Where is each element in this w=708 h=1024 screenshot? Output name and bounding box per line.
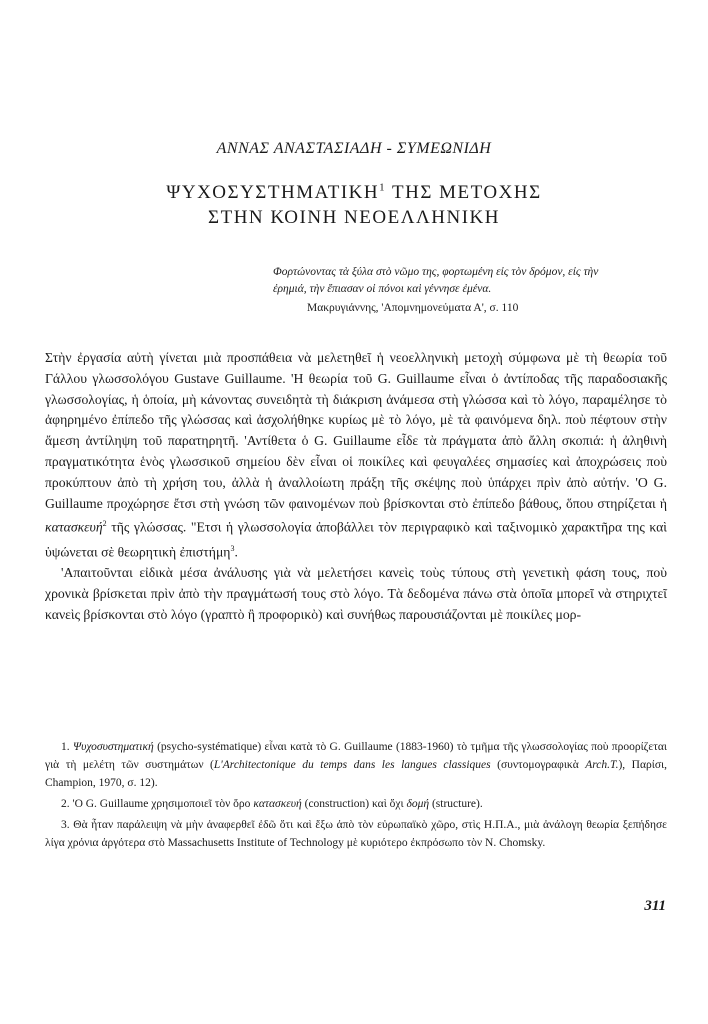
footnote-ref-3[interactable]: 3 [230, 543, 235, 553]
epigraph-quote: Φορτώνοντας τὰ ξύλα στὸ νῶμο της, φορτωμένη εἰς τὸν δρόμον, εἰς τὴν ἐρημιά, τὴν ἔπιασαν οἱ πόνοι καὶ γέννησε ἐμένα. [273, 266, 599, 295]
epigraph-source: Μακρυγιάννης, 'Απομνημονεύματα Α', σ. 110 [307, 302, 519, 314]
title-word: ΨΥΧΟΣΥΣΤΗΜΑΤΙΚΗ [166, 182, 380, 204]
footnote-1 [45, 738, 667, 792]
footnotes [45, 738, 667, 855]
footnote-2 [45, 795, 667, 813]
term-italic: κατασκευή [253, 798, 302, 810]
term-italic: κατασκευή [45, 519, 103, 535]
title-line-2: ΣΤΗΝ ΚΟΙΝΗ ΝΕΟΕΛΛΗΝΙΚΗ [208, 207, 500, 229]
article-title [0, 176, 708, 230]
book-abbreviation: Arch.T. [585, 759, 619, 771]
book-title: L'Architectonique du temps dans les langues classiques [213, 759, 491, 771]
footnote-text: ), Παρίσι, Champion, 1970, σ. 12). [45, 759, 668, 789]
footnote-ref-1[interactable]: 1 [379, 182, 387, 194]
term-italic: δομή [406, 798, 430, 810]
footnote-ref-2[interactable]: 2 [102, 519, 107, 529]
body-text [45, 348, 667, 625]
title-rest: ΤΗΣ ΜΕΤΟΧΗΣ [386, 182, 542, 204]
term-italic: Ψυχοσυστηματική [72, 741, 154, 753]
paragraph-1 [45, 348, 667, 563]
footnote-number: 1. [61, 741, 73, 753]
footnote-text: (psycho-systématique) εἶναι κατὰ τὸ G. Guillaume (1883-1960) τὸ τμῆμα τῆς γλωσσολογίας ποὺ προορίζεται γιὰ τὴ μελέτη τῶν συστημάτων ( [45, 741, 668, 771]
paragraph-2: 'Απαιτοῦνται εἰδικὰ μέσα ἀνάλυσης γιὰ νὰ μελετήσει κανεὶς τοὺς τύπους στὴ γενετικὴ φάση τους, ποὺ χρονικὰ βρίσκεται πρὶν ἀπὸ τὴν πραγμάτωσή τους στὸ λόγο. Τὰ δεδομένα πάνω στὰ ὁποῖα μπορεῖ νὰ στηριχτεῖ κανεὶς βρίσκονται στὸ λόγο (γραπτὸ ἢ προφορικὸ) καὶ συνήθως παρουσιάζονται μὲ ποικίλες μορ- [45, 565, 667, 622]
footnote-text: 2. 'Ο G. Guillaume χρησιμοποιεῖ τὸν ὅρο [61, 798, 254, 810]
paragraph-text: . [234, 544, 238, 560]
footnote-text: (construction) καὶ ὄχι [301, 798, 407, 810]
page-number: 311 [644, 898, 666, 914]
title-line-1 [166, 182, 541, 203]
footnote-text: (structure). [429, 798, 483, 810]
footnote-3: 3. Θὰ ἦταν παράλειψη νὰ μὴν ἀναφερθεῖ ἐδῶ ὅτι καὶ ἔξω ἀπὸ τὸν εὐρωπαϊκὸ χῶρο, στὶς Η.Π.Α., μιὰ ἀνάλογη θεωρία ξεπήδησε λίγα χρόνια ἀργότερα στὸ Massachusetts Institute of Technology μὲ κυριότερο ἐκπρόσωπο τὸν N. Chomsky. [45, 819, 667, 849]
paragraph-text: τῆς γλώσσας. "Ετσι ἡ γλωσσολογία ἀποβάλλει τὸν περιγραφικὸ καὶ ταξινομικὸ χαρακτῆρα της καὶ ὑψώνεται σὲ θεωρητικὴ ἐπιστήμη [45, 519, 667, 560]
paragraph-text: Στὴν ἐργασία αὐτὴ γίνεται μιὰ προσπάθεια νὰ μελετηθεῖ ἡ νεοελληνικὴ μετοχὴ σύμφωνα μὲ τὴ θεωρία τοῦ Γάλλου γλωσσολόγου Gustave Guillaume. 'Η θεωρία τοῦ G. Guillaume εἶναι ὁ ἀντίποδας τῆς παραδοσιακῆς γλωσσολογίας, ἡ ὁποία, μὴ κάνοντας συνειδητὰ τὴ διάκριση ἀνάμεσα στὴ γλώσσα καὶ τὸ λόγο, παραμέλησε τὸ ἀφηρημένο ἐπίπεδο τῆς γλώσσας καὶ ἀσχολήθηκε κυρίως μὲ τὸ λόγο, μὲ τὰ φαινόμενα δηλ. ποὺ πέφτουν στὴν ἄμεση ἀντίληψη τοῦ παρατηρητῆ. 'Αντίθετα ὁ G. Guillaume εἶδε τὰ πράγματα ἀπὸ ἄλλη σκοπιά: ἡ ἀληθινὴ πραγματικότητα ἑνὸς γλωσσικοῦ σημείου δὲν εἶναι οἱ ποικίλες καὶ φευγαλέες σημασίες καὶ ἀποχρώσεις ποὺ προκύπτουν ἀπὸ τὴ χρήση του, ἀλλὰ ἡ ἀναλλοίωτη πράξη τῆς σκέψης ποὺ ὑπάρχει πρὶν ἀπὸ αὐτήν. 'Ο G. Guillaume προχώρησε ἔτσι στὴ γνώση τῶν φαινομένων ποὺ βρίσκονται στὸ ἐπίπεδο βάθους, ὅπου στηρίζεται ἡ [45, 350, 667, 511]
footnote-text: (συντομογραφικὰ [490, 759, 586, 771]
epigraph [273, 264, 603, 317]
author-name: ΑΝΝΑΣ ΑΝΑΣΤΑΣΙΑΔΗ - ΣΥΜΕΩΝΙΔΗ [216, 140, 492, 157]
